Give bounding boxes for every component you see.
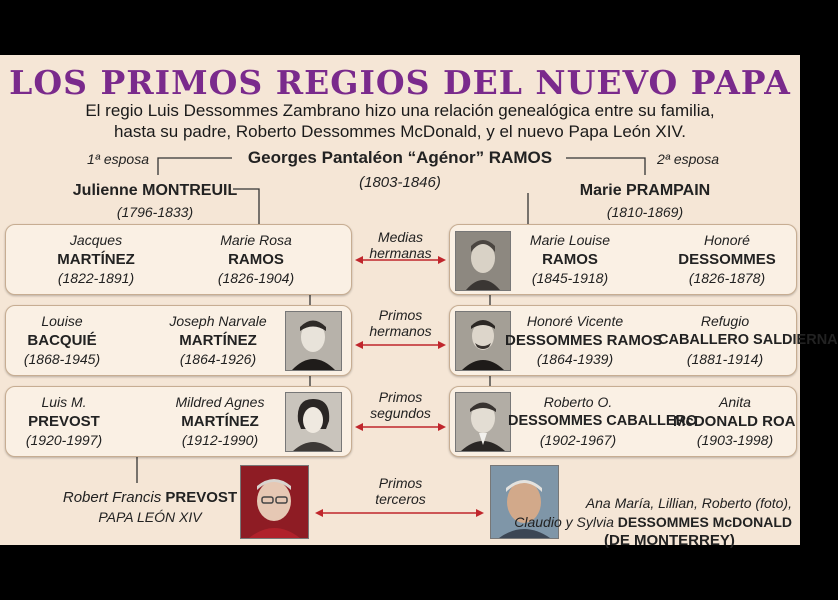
louise-last: BACQUIÉ xyxy=(27,332,97,349)
wife2-label: 2ª esposa xyxy=(657,151,720,167)
relation-primos-terceros: Primos terceros xyxy=(375,475,426,508)
luis-dates: (1920-1997) xyxy=(25,432,103,448)
julienne-dates: (1796-1833) xyxy=(116,204,194,220)
robert-first-last: Robert Francis PREVOST xyxy=(62,489,238,506)
subtitle-line-2: hasta su padre, Roberto Dessommes McDonald, y el nuevo Papa León XIV. xyxy=(113,122,687,141)
children-line-2: Claudio y Sylvia DESSOMMES McDONALD xyxy=(514,514,792,530)
honore-vicente-first: Honoré Vicente xyxy=(526,313,624,329)
root-name: Georges Pantaléon “Agénor” RAMOS xyxy=(247,148,553,167)
refugio-last: CABALLERO SALDIERNA xyxy=(658,332,838,348)
jacques-last: MARTÍNEZ xyxy=(57,251,135,268)
honore-last: DESSOMMES xyxy=(678,251,776,268)
page-title: LOS PRIMOS REGIOS DEL NUEVO PAPA xyxy=(9,63,791,102)
marie-rosa-first: Marie Rosa xyxy=(220,232,292,248)
roberto-first: Roberto O. xyxy=(543,394,613,410)
mildred-photo xyxy=(285,392,342,452)
mildred-first: Mildred Agnes xyxy=(175,394,265,410)
joseph-dates: (1864-1926) xyxy=(179,351,257,367)
marie-louise-first: Marie Louise xyxy=(529,232,611,248)
relation-primos-hermanos: Primos hermanos xyxy=(369,307,432,340)
luis-first: Luis M. xyxy=(41,394,87,410)
marie-rosa-last: RAMOS xyxy=(228,251,284,268)
honore-vicente-last: DESSOMMES RAMOS xyxy=(505,332,663,349)
honore-vicente-dates: (1864-1939) xyxy=(536,351,614,367)
marie-prampain-dates: (1810-1869) xyxy=(606,204,684,220)
genealogy-infographic xyxy=(0,55,838,549)
honore-first: Honoré xyxy=(704,232,750,248)
relation-primos-segundos: Primos segundos xyxy=(370,389,431,422)
subtitle-line-1: El regio Luis Dessommes Zambrano hizo una relación genealógica entre su familia, xyxy=(85,101,715,120)
marie-prampain-name: Marie PRAMPAIN xyxy=(579,182,711,199)
marie-rosa-dates: (1826-1904) xyxy=(217,270,295,286)
refugio-dates: (1881-1914) xyxy=(686,351,764,367)
mildred-last: MARTÍNEZ xyxy=(181,413,259,430)
robert-title: PAPA LEÓN XIV xyxy=(98,509,202,525)
honore-dates: (1826-1878) xyxy=(688,270,766,286)
marie-louise-dates: (1845-1918) xyxy=(531,270,609,286)
anita-first: Anita xyxy=(719,394,751,410)
mildred-dates: (1912-1990) xyxy=(181,432,259,448)
louise-dates: (1868-1945) xyxy=(23,351,101,367)
marie-louise-photo xyxy=(455,231,511,291)
wife1-label: 1ª esposa xyxy=(87,151,150,167)
jacques-first: Jacques xyxy=(69,232,123,248)
louise-first: Louise xyxy=(41,313,83,329)
pope-photo xyxy=(240,465,309,539)
julienne-name: Julienne MONTREUIL xyxy=(72,182,238,199)
joseph-last: MARTÍNEZ xyxy=(179,332,257,349)
marie-louise-last: RAMOS xyxy=(542,251,598,268)
children-line-3: (DE MONTERREY) xyxy=(604,532,735,549)
luis-last: PREVOST xyxy=(28,413,100,430)
root-dates: (1803-1846) xyxy=(359,174,441,191)
roberto-last: DESSOMMES CABALLERO xyxy=(508,413,698,429)
joseph-photo xyxy=(285,311,342,371)
children-line-1: Ana María, Lillian, Roberto (foto), xyxy=(585,495,792,511)
anita-last: McDONALD ROA xyxy=(673,413,796,430)
jacques-dates: (1822-1891) xyxy=(57,270,135,286)
honore-vicente-photo xyxy=(455,311,511,371)
refugio-first: Refugio xyxy=(700,313,750,329)
joseph-first: Joseph Narvale xyxy=(169,313,267,329)
roberto-dates: (1902-1967) xyxy=(539,432,617,448)
anita-dates: (1903-1998) xyxy=(696,432,774,448)
relation-medias-hermanas: Medias hermanas xyxy=(369,229,432,262)
roberto-photo xyxy=(455,392,511,452)
